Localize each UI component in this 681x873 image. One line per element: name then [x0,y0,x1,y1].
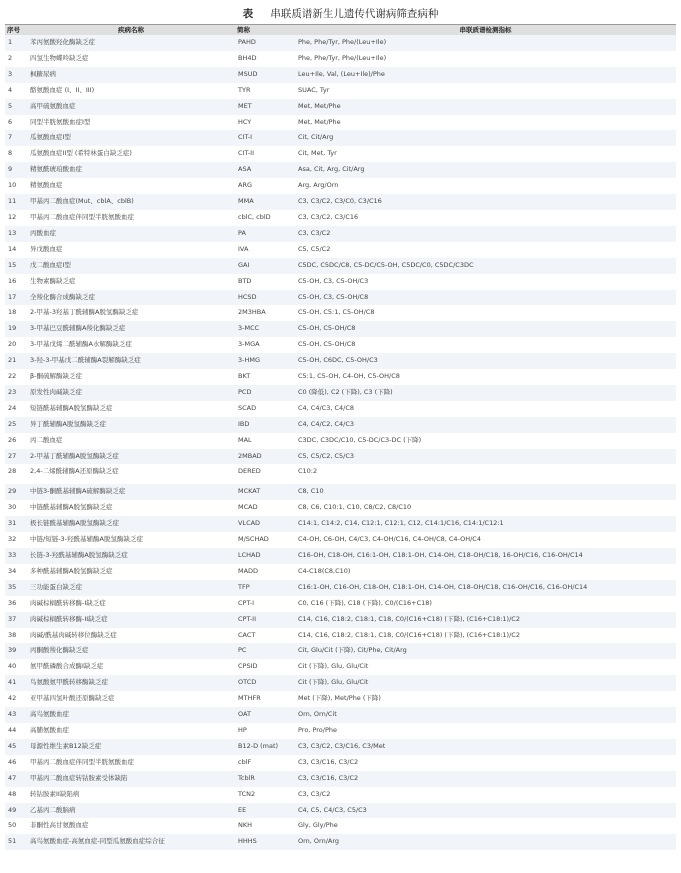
cell-abbreviation: BTD [238,276,252,285]
cell-indicators: C16:1-OH, C16-OH, C18-OH, C18:1-OH, C14-OH, C18-OH/C18, C16-OH/C16, C16-OH/C14 [298,582,588,591]
table-row [5,484,676,500]
table-title [5,8,676,24]
cell-abbreviation: MET [238,101,252,110]
table-row [5,178,676,194]
cell-number: 4 [8,85,13,94]
cell-indicators: SUAC, Tyr [298,85,330,94]
cell-disease-name: 四氢生物蝶呤缺乏症 [30,53,89,62]
cell-number: 5 [8,101,13,110]
table-row [5,580,676,596]
cell-number: 8 [8,149,13,158]
cell-disease-name: 苯丙氨酸羟化酶缺乏症 [30,38,95,46]
table-row [5,675,676,691]
cell-number: 27 [8,451,17,460]
cell-number: 22 [8,372,17,381]
cell-disease-name: 2-甲基-3羟基丁酰辅酶A脱氢酶缺乏症 [30,308,139,317]
cell-indicators: C5-OH, C5-OH/C8 [298,324,356,333]
cell-number: 10 [8,181,17,190]
table-row [5,834,676,850]
cell-abbreviation: TFP [238,582,250,591]
cell-indicators: C0 (降低), C2 (下降), C3 (下降) [298,387,393,396]
cell-abbreviation: 2M3HBA [238,308,266,317]
cell-indicators: Orn, Orn/Arg [298,837,340,846]
cell-indicators: Leu+Ile, Val, (Leu+Ile)/Phe [298,69,385,78]
table-row [5,353,676,369]
table-row [5,691,676,707]
cell-indicators: C8, C10 [298,487,324,496]
table-row [5,755,676,771]
cell-abbreviation: 3-HMG [238,356,261,365]
table-row [5,385,676,401]
cell-number: 37 [8,614,17,623]
cell-indicators: C14, C16, C18:2, C18:1, C18, C0/(C16+C18) (下降), (C16+C18:1)/C2 [298,614,520,623]
cell-abbreviation: MSUD [238,69,258,78]
cell-disease-name: 肉碱/酰基肉碱转移位酶缺乏症 [30,630,117,639]
table-row [5,739,676,755]
cell-number: 35 [8,582,17,591]
cell-indicators: C5-OH, C5:1, C5-OH/C8 [298,308,375,317]
cell-disease-name: 丙二酸血症 [30,435,63,444]
cell-abbreviation: HCY [238,117,252,126]
cell-indicators: C5-OH, C3, C5-OH/C8 [298,292,369,301]
header-abbreviation: 简称 [237,26,250,34]
table-row [5,818,676,834]
table-row [5,162,676,178]
cell-abbreviation: PCD [238,387,252,396]
table-row [5,67,676,83]
cell-abbreviation: 3-MCC [238,324,260,333]
cell-disease-name: 三功能蛋白缺乏症 [30,582,82,591]
cell-abbreviation: BKT [238,372,251,381]
cell-indicators: Met, Met/Phe [298,117,341,126]
cell-indicators: C4-C18(C8,C10) [298,566,351,575]
cell-abbreviation: PA [238,228,246,237]
cell-number: 34 [8,566,17,575]
table-row [5,226,676,242]
table-row [5,723,676,739]
cell-disease-name: 高鸟氨酸血症 [30,710,69,719]
cell-disease-name: 长链-3-羟酰基辅酶A脱氢酶缺乏症 [30,551,128,559]
cell-disease-name: 生物素酶缺乏症 [30,276,76,285]
table-row [5,449,676,465]
cell-indicators: Asa, Cit, Arg, Cit/Arg [298,165,365,174]
table-row [5,369,676,385]
cell-indicators: Orn, Orn/Cit [298,710,337,719]
table-row [5,194,676,210]
table-row [5,290,676,306]
table-row [5,242,676,258]
cell-disease-name: 转钴胺素II缺陷病 [30,789,80,798]
cell-abbreviation: 2MBAD [238,451,262,460]
cell-indicators: Cit (下降), Glu, Glu/Cit [298,678,369,687]
cell-disease-name: 母源性维生素B12缺乏症 [30,741,102,750]
cell-number: 50 [8,821,17,830]
table-row [5,210,676,226]
cell-number: 20 [8,340,17,349]
cell-indicators: C16-OH, C18-OH, C16:1-OH, C18:1-OH, C14-OH, C18-OH/C18, 16-OH/C16, C16-OH/C14 [298,551,583,559]
cell-indicators: C5, C5/C2, C5/C3 [298,451,355,460]
cell-number: 39 [8,646,17,655]
header-disease-name: 疾病名称 [118,26,144,34]
cell-disease-name: 原发性肉碱缺乏症 [30,387,82,396]
cell-disease-name: 甲基丙二酸血症(Mut、cblA、cblB) [30,197,134,206]
cell-disease-name: 瓜氨酸血症II型 (希特林蛋白缺乏症) [30,149,132,158]
cell-abbreviation: ASA [238,165,252,174]
cell-indicators: C5-OH, C3, C5-OH/C3 [298,276,369,285]
cell-abbreviation: HCSD [238,292,257,301]
cell-indicators: C0, C16 (下降), C18 (下降), C0/(C16+C18) [298,598,432,607]
cell-number: 49 [8,805,17,814]
cell-indicators: Gly, Gly/Phe [298,821,338,830]
cell-abbreviation: NKH [238,821,253,830]
cell-number: 11 [8,197,17,206]
table-row [5,643,676,659]
cell-abbreviation: CIT-I [238,133,253,142]
cell-disease-name: β-酮硫解酶缺乏症 [30,372,82,381]
cell-indicators: C3, C3/C2, C3/C16 [298,212,359,221]
cell-number: 40 [8,662,17,671]
cell-disease-name: 肉碱棕榈酰转移酶-I缺乏症 [30,598,106,607]
cell-abbreviation: BH4D [238,53,257,62]
cell-indicators: C5:1, C5-OH, C4-OH, C5-OH/C8 [298,372,400,381]
cell-indicators: C4, C4/C2, C4/C3 [298,419,355,428]
cell-indicators: Cit (下降), Glu, Glu/Cit [298,662,369,671]
table-row [5,707,676,723]
cell-number: 24 [8,403,17,412]
cell-disease-name: 3-甲基戊烯二酰辅酶A水解酶缺乏症 [30,340,132,349]
cell-disease-name: 枫糖尿病 [30,69,56,78]
table-row [5,337,676,353]
cell-number: 48 [8,789,17,798]
cell-indicators: Met (下降), Met/Phe (下降) [298,694,381,703]
cell-indicators: Arg, Arg/Orn [298,181,339,190]
cell-abbreviation: MAL [238,435,252,444]
cell-number: 16 [8,276,17,285]
table-row [5,51,676,67]
table-row [5,548,676,564]
cell-abbreviation: B12-D (mat) [238,741,279,750]
table-row [5,771,676,787]
cell-number: 2 [8,53,13,62]
cell-number: 9 [8,165,13,174]
cell-indicators: C5, C5/C2 [298,244,331,253]
cell-disease-name: 甲基丙二酸血症伴同型半胱氨酸血症 [30,757,134,766]
cell-number: 19 [8,324,17,333]
table-row [5,433,676,449]
cell-abbreviation: IBD [238,419,250,428]
cell-number: 51 [8,837,17,846]
cell-number: 7 [8,133,13,142]
cell-disease-name: 甲基丙二酸血症伴同型半胱氨酸血症 [30,212,134,221]
cell-abbreviation: MTHFR [238,694,261,703]
cell-disease-name: 高鸟氨酸血症-高氨血症-同型瓜氨酸血症综合征 [30,837,165,846]
cell-number: 15 [8,260,17,269]
table-label: 表 [242,8,254,20]
header-row [5,25,676,36]
table-row [5,532,676,548]
cell-indicators: C14, C16, C18:2, C18:1, C18, C0/(C16+C18) (下降), (C16+C18:1)/C2 [298,630,520,639]
cell-abbreviation: LCHAD [238,551,261,559]
cell-abbreviation: DERED [238,467,261,476]
table-row [5,659,676,675]
cell-number: 44 [8,725,17,734]
cell-abbreviation: cblC, cblD [238,212,271,221]
cell-number: 31 [8,519,17,528]
cell-disease-name: 异丁酰辅酶A脱氢酶缺乏症 [30,419,106,428]
cell-disease-name: 异戊酸血症 [30,244,63,253]
cell-indicators: C3, C3/C2 [298,228,331,237]
cell-number: 1 [8,38,13,46]
cell-abbreviation: PC [238,646,247,655]
cell-abbreviation: OAT [238,710,251,719]
table-row [5,464,676,480]
cell-disease-name: 鸟氨酸氨甲酰转移酶缺乏症 [30,678,108,687]
cell-abbreviation: ARG [238,181,252,190]
cell-number: 28 [8,467,17,476]
header-indicators: 串联质谱检测指标 [459,26,512,34]
cell-number: 38 [8,630,17,639]
cell-indicators: C5DC, C5DC/C8, C5-DC/C5-OH, C5DC/C0, C5DC/C3DC [298,260,474,269]
cell-disease-name: 多种酰基辅酶A脱氢酶缺乏症 [30,566,113,575]
table-row [5,305,676,321]
cell-number: 18 [8,308,17,317]
cell-number: 12 [8,212,17,221]
cell-abbreviation: CACT [238,630,256,639]
cell-indicators: C3, C3/C16, C3/C2 [298,757,359,766]
cell-abbreviation: CPSID [238,662,258,671]
cell-abbreviation: VLCAD [238,519,261,528]
cell-indicators: C5-OH, C5-OH/C8 [298,340,356,349]
cell-abbreviation: GAI [238,260,250,269]
cell-disease-name: 非酮性高甘氨酸血症 [30,821,89,830]
cell-indicators: Met, Met/Phe [298,101,341,110]
cell-abbreviation: TCN2 [238,789,256,798]
cell-number: 41 [8,678,17,687]
cell-number: 21 [8,356,17,365]
cell-abbreviation: cblF [238,757,252,766]
table-row [5,35,676,51]
cell-disease-name: 丙酮酸羧化酶缺乏症 [30,646,89,655]
table-row [5,417,676,433]
table-row [5,83,676,99]
cell-abbreviation: CPT-I [238,598,255,607]
cell-indicators: Cit, Glu/Cit (下降), Cit/Phe, Cit/Arg [298,646,407,655]
cell-disease-name: 乙基丙二酸脑病 [30,805,76,814]
cell-disease-name: 3-甲基巴豆酰辅酶A羧化酶缺乏症 [30,324,126,333]
cell-number: 33 [8,551,17,559]
table-row [5,516,676,532]
cell-abbreviation: CIT-II [238,149,255,158]
table-row [5,321,676,337]
cell-disease-name: 短链酰基辅酶A脱氢酶缺乏症 [30,403,113,412]
cell-number: 47 [8,773,17,782]
cell-indicators: Phe, Phe/Tyr, Phe/(Leu+Ile) [298,53,387,62]
cell-indicators: Cit, Cit/Arg [298,133,334,142]
cell-number: 14 [8,244,17,253]
cell-indicators: C5-OH, C6DC, C5-OH/C3 [298,356,378,365]
cell-number: 45 [8,741,17,750]
cell-abbreviation: MMA [238,197,254,206]
cell-disease-name: 精氨酰琥珀酸血症 [30,165,82,174]
table-body [5,35,676,850]
cell-abbreviation: OTCD [238,678,257,687]
cell-indicators: C3, C3/C16, C3/C2 [298,773,359,782]
cell-abbreviation: MCAD [238,503,258,512]
table-row [5,115,676,131]
cell-abbreviation: EE [238,805,247,814]
cell-abbreviation: PAHD [238,38,256,46]
cell-disease-name: 肉碱棕榈酰转移酶-II缺乏症 [30,614,108,623]
cell-disease-name: 2,4-二烯酰辅酶A还原酶缺乏症 [30,467,119,476]
cell-abbreviation: M/SCHAD [238,535,269,544]
cell-disease-name: 同型半胱氨酸血症I型 [30,117,91,126]
cell-disease-name: 亚甲基四氢叶酸还原酶缺乏症 [30,694,115,703]
cell-disease-name: 高脯氨酸血症 [30,725,69,734]
cell-disease-name: 戊二酸血症I型 [30,260,71,269]
cell-number: 25 [8,419,17,428]
cell-indicators: C8, C6, C10:1, C10, C8/C2, C8/C10 [298,503,412,512]
cell-disease-name: 瓜氨酸血症I型 [30,133,71,142]
cell-disease-name: 极长链酰基辅酶A脱氢酶缺乏症 [30,519,119,528]
cell-abbreviation: SCAD [238,403,257,412]
cell-indicators: Phe, Phe/Tyr, Phe/(Leu+Ile) [298,38,387,46]
table-row [5,596,676,612]
table-row [5,258,676,274]
cell-disease-name: 酪氨酸血症 (I、II、III) [30,85,95,94]
cell-abbreviation: MCKAT [238,487,261,496]
cell-indicators: C3, C3/C2 [298,789,331,798]
cell-disease-name: 2-甲基丁酰辅酶A脱氢酶缺乏症 [30,451,119,460]
cell-indicators: C14:1, C14:2, C14, C12:1, C12:1, C12, C14:1/C16, C14:1/C12:1 [298,519,504,528]
cell-disease-name: 中链3-酮酰基辅酶A硫解酶缺乏症 [30,487,126,496]
cell-number: 6 [8,117,13,126]
cell-abbreviation: HHHS [238,837,257,846]
table-header [5,25,676,36]
cell-number: 23 [8,387,17,396]
cell-disease-name: 氨甲酰磷酸合成酶I缺乏症 [30,662,104,671]
cell-indicators: C4, C5, C4/C3, C5/C3 [298,805,367,814]
table-caption: 串联质谱新生儿遗传代谢病筛查病种 [270,8,439,20]
cell-disease-name: 甲基丙二酸血症转钴胺素受体缺陷 [30,773,128,782]
cell-indicators: C4-OH, C6-OH, C4/C3, C4-OH/C16, C4-OH/C8, C4-OH/C4 [298,535,481,544]
cell-abbreviation: 3-MGA [238,340,260,349]
table-row [5,612,676,628]
cell-disease-name: 全羧化酶合成酶缺乏症 [30,292,95,301]
table-row [5,500,676,516]
cell-indicators: C10:2 [298,467,318,476]
cell-number: 17 [8,292,17,301]
header-number: 序号 [7,26,20,34]
cell-abbreviation: TYR [238,85,251,94]
cell-number: 42 [8,694,17,703]
cell-number: 30 [8,503,17,512]
table-row [5,401,676,417]
cell-number: 36 [8,598,17,607]
cell-abbreviation: MADD [238,566,259,575]
cell-number: 46 [8,757,17,766]
cell-number: 29 [8,487,17,496]
cell-abbreviation: CPT-II [238,614,257,623]
table-row [5,99,676,115]
table-row [5,130,676,146]
cell-indicators: C3, C3/C2, C3/C0, C3/C16 [298,197,382,206]
cell-disease-name: 中链酰基辅酶A脱氢酶缺乏症 [30,503,113,512]
cell-number: 43 [8,710,17,719]
table-row [5,628,676,644]
table-row [5,564,676,580]
cell-indicators: Cit, Met, Tyr [298,149,337,158]
cell-number: 13 [8,228,17,237]
cell-indicators: Pro, Pro/Phe [298,725,337,734]
cell-abbreviation: HP [238,725,247,734]
cell-number: 32 [8,535,17,544]
cell-indicators: C3, C3/C2, C3/C16, C3/Met [298,741,386,750]
table-row [5,803,676,819]
cell-indicators: C3DC, C3DC/C10, C5-DC/C3-DC (下降) [298,435,422,444]
cell-number: 3 [8,69,13,78]
cell-abbreviation: IVA [238,244,249,253]
cell-indicators: C4, C4/C3, C4/C8 [298,403,355,412]
cell-abbreviation: TcblR [238,773,255,782]
table-row [5,787,676,803]
table-row [5,274,676,290]
cell-disease-name: 中链/短链-3-羟酰基辅酶A脱氢酶缺乏症 [30,535,143,544]
table-row [5,146,676,162]
cell-disease-name: 3-羟-3-甲基戊二酰辅酶A裂解酶缺乏症 [30,356,141,365]
cell-number: 26 [8,435,17,444]
cell-disease-name: 精氨酸血症 [30,181,63,190]
screening-table [5,24,676,850]
cell-disease-name: 高甲硫氨酸血症 [30,101,76,110]
cell-disease-name: 丙酸血症 [30,228,56,237]
